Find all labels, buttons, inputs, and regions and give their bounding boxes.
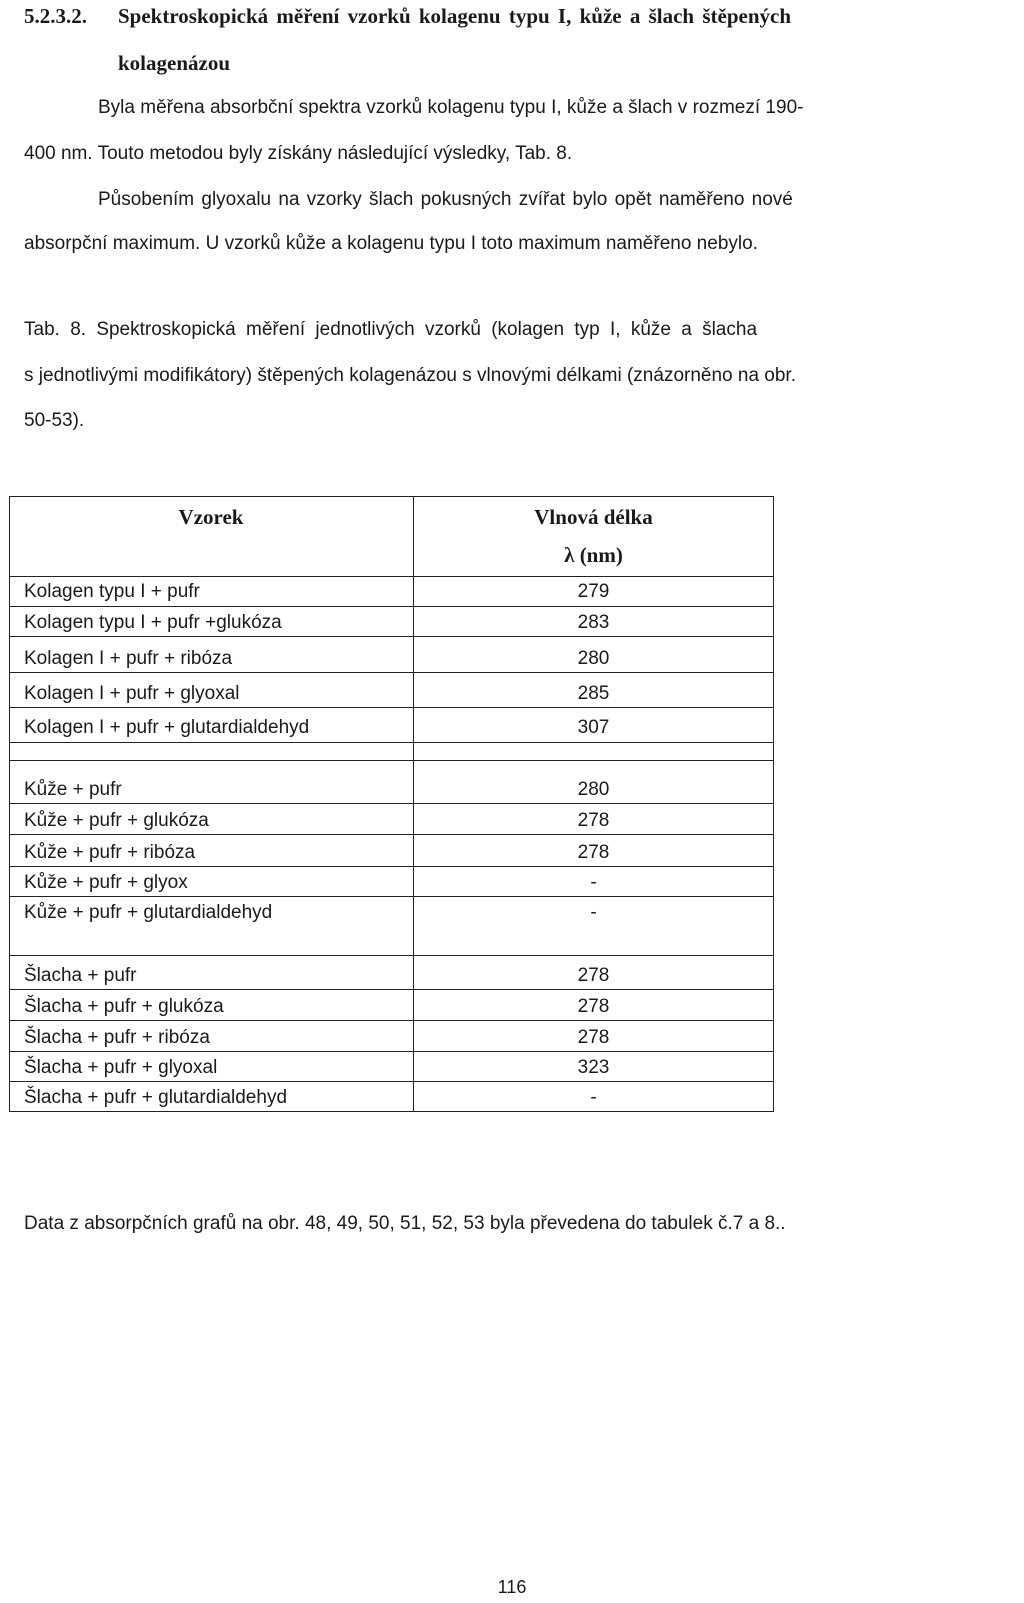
table-row-sample: Kolagen typu I + pufr +glukóza	[24, 612, 282, 633]
group-rule	[9, 760, 774, 761]
row-rule	[9, 1081, 774, 1082]
table-row-sample: Kůže + pufr + ribóza	[24, 842, 196, 863]
group-rule	[9, 955, 774, 956]
row-rule	[9, 606, 774, 607]
table-row-value: -	[590, 902, 597, 923]
table-caption-line-3: 50-53).	[24, 410, 85, 431]
row-rule	[9, 866, 774, 867]
row-rule	[9, 989, 774, 990]
table-row-value: 278	[577, 965, 610, 986]
table-row-value: 285	[577, 683, 610, 704]
table-row-sample: Kolagen I + pufr + ribóza	[24, 648, 233, 669]
row-rule	[9, 742, 774, 743]
row-rule	[9, 896, 774, 897]
table-row-value: 280	[577, 648, 610, 669]
row-rule	[9, 672, 774, 673]
page-number: 116	[497, 1577, 527, 1597]
table-row-sample: Šlacha + pufr + ribóza	[24, 1027, 210, 1048]
table-row-value: 278	[577, 996, 610, 1017]
table-row-sample: Kolagen I + pufr + glyoxal	[24, 683, 240, 704]
table-row-value: 323	[577, 1057, 610, 1078]
table-row-sample: Kůže + pufr + glukóza	[24, 810, 209, 831]
header-rule	[9, 576, 774, 577]
table-row-sample: Kůže + pufr	[24, 779, 122, 800]
table-row-sample: Šlacha + pufr + glukóza	[24, 996, 224, 1017]
row-rule	[9, 636, 774, 637]
table-row-sample: Kolagen I + pufr + glutardialdehyd	[24, 717, 310, 738]
table-row-value: 283	[577, 612, 610, 633]
header-wavelength-unit: λ (nm)	[564, 543, 623, 567]
section-title-line2: kolagenázou	[118, 51, 231, 75]
table-row-value: 278	[577, 1027, 610, 1048]
row-rule	[9, 834, 774, 835]
table-row-value: 279	[577, 581, 610, 602]
header-sample: Vzorek	[178, 505, 244, 529]
table-caption-line-1: Tab. 8. Spektroskopická měření jednotlivých vzorků (kolagen typ I, kůže a šlacha	[24, 319, 758, 340]
section-number: 5.2.3.2.	[24, 4, 87, 28]
table-caption-line-2: s jednotlivými modifikátory) štěpených kolagenázou s vlnovými délkami (znázorněno na obr.	[24, 365, 796, 386]
paragraph-1-line-2: 400 nm. Touto metodou byly získány následující výsledky, Tab. 8.	[24, 143, 573, 164]
section-title-line1: Spektroskopická měření vzorků kolagenu typu I, kůže a šlach štěpených	[118, 4, 792, 28]
row-rule	[9, 1020, 774, 1021]
paragraph-1-line-1: Byla měřena absorbční spektra vzorků kolagenu typu I, kůže a šlach v rozmezí 190-	[98, 97, 804, 118]
table-row-sample: Kůže + pufr + glutardialdehyd	[24, 902, 273, 923]
table-row-value: -	[590, 1087, 597, 1108]
table-row-value: 280	[577, 779, 610, 800]
table-row-sample: Šlacha + pufr + glutardialdehyd	[24, 1087, 288, 1108]
table-row-value: 278	[577, 810, 610, 831]
table-row-value: -	[590, 872, 597, 893]
table-row-value: 307	[577, 717, 610, 738]
footer-note: Data z absorpčních grafů na obr. 48, 49, 50, 51, 52, 53 byla převedena do tabulek č.7 a 8..	[24, 1213, 786, 1234]
table-row-sample: Šlacha + pufr	[24, 965, 137, 986]
table-row-sample: Kůže + pufr + glyox	[24, 872, 188, 893]
row-rule	[9, 803, 774, 804]
paragraph-2-line-2: absorpční maximum. U vzorků kůže a kolagenu typu I toto maximum naměřeno nebylo.	[24, 233, 758, 254]
table-row-value: 278	[577, 842, 610, 863]
row-rule	[9, 1051, 774, 1052]
paragraph-2-line-1: Působením glyoxalu na vzorky šlach pokusných zvířat bylo opět naměřeno nové	[98, 189, 793, 210]
table-row-sample: Šlacha + pufr + glyoxal	[24, 1057, 218, 1078]
row-rule	[9, 707, 774, 708]
header-wavelength: Vlnová délka	[534, 505, 653, 529]
table-row-sample: Kolagen typu I + pufr	[24, 581, 200, 602]
